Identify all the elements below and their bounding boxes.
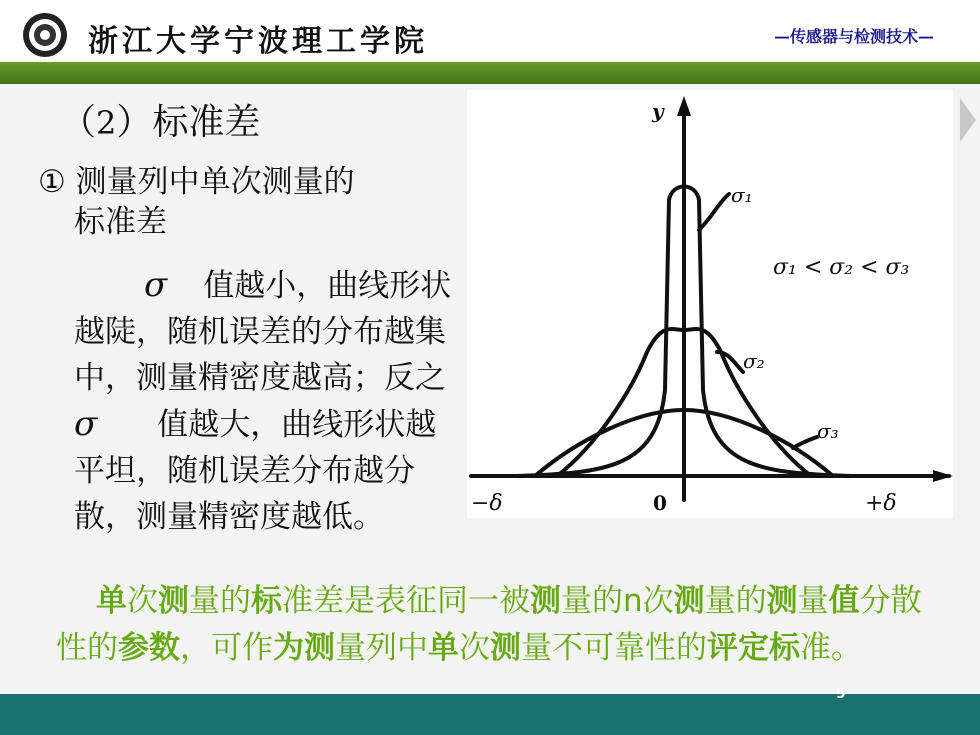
title-number: 2 — [96, 104, 117, 142]
summary-segment: 标 — [251, 583, 282, 619]
item-line2: 标准差 — [74, 204, 167, 240]
summary-segment: 测 — [490, 630, 521, 666]
summary-segment: 次 — [127, 583, 158, 619]
title-text: 标准差 — [152, 102, 261, 143]
summary-segment: 量 — [797, 583, 829, 619]
sigma3-pointer — [793, 437, 817, 448]
logo-box — [4, 4, 428, 62]
summary-segment: 准差是表征同一被 — [282, 583, 530, 619]
summary-segment: 准。 — [800, 630, 862, 666]
sigma-relation: σ₁ < σ₂ < σ₃ — [773, 255, 910, 280]
summary-segment: 单 — [428, 630, 459, 666]
summary-segment: 评定标 — [707, 630, 800, 666]
sigma1-label: σ₁ — [731, 183, 753, 207]
university-seal-icon — [22, 12, 68, 58]
slide-title — [60, 94, 260, 145]
sigma3-label: σ₃ — [817, 419, 839, 443]
summary-segment: 量的n次 — [561, 583, 674, 619]
summary-segment: 分散性的 — [56, 583, 922, 666]
summary-segment: 测 — [766, 583, 798, 619]
para-part2: 值越大，曲线形状越平坦，随机误差分布越分散，测量精密度越低。 — [74, 407, 437, 535]
header — [0, 0, 980, 62]
course-title: —传感器与检测技术— — [773, 27, 934, 46]
sigma-symbol-1: σ — [144, 265, 168, 305]
summary-segment: 值 — [828, 583, 860, 619]
summary-segment: 量列中 — [335, 630, 428, 666]
x-neg-label: −δ — [471, 491, 503, 516]
summary-segment: 量的 — [189, 583, 251, 619]
next-slide-arrow-icon[interactable] — [960, 98, 976, 142]
title-paren-open: （ — [60, 102, 97, 143]
sigma-symbol-2: σ — [74, 404, 98, 444]
summary-segment: 次 — [459, 630, 490, 666]
item-line1: ① 测量列中单次测量的 — [38, 164, 355, 200]
bullet-item — [38, 162, 458, 242]
explanation-paragraph — [74, 262, 464, 540]
y-axis-arrow-icon — [677, 96, 691, 116]
summary-segment: 测 — [530, 583, 561, 619]
page-number: 9 — [836, 686, 846, 702]
summary-segment: 测 — [158, 583, 189, 619]
summary-segment: 量不可靠性的 — [521, 630, 707, 666]
title-paren-close: ） — [116, 102, 153, 143]
para-part1: 值越小，曲线形状越陡，随机误差的分布越集中，测量精密度越高；反之 — [74, 268, 452, 396]
sigma1-pointer — [699, 194, 729, 230]
x-axis-arrow-icon — [933, 470, 953, 482]
summary-segments — [56, 583, 922, 666]
summary-segment: 测 — [673, 583, 705, 619]
summary-text — [56, 578, 936, 672]
sigma2-label: σ₂ — [743, 349, 765, 373]
x-zero-label: 0 — [653, 491, 667, 515]
summary-segment: 参数 — [118, 630, 180, 666]
footer-bar — [0, 694, 980, 735]
distribution-curves — [467, 90, 953, 518]
x-pos-label: +δ — [865, 491, 897, 516]
summary-segment: 单 — [96, 583, 127, 619]
normal-distribution-figure — [467, 90, 953, 518]
school-name: 浙江大学宁波理工学院 — [88, 24, 428, 59]
summary-segment: 为测 — [273, 630, 335, 666]
header-green-bar — [0, 62, 980, 84]
summary-segment: ，可作 — [180, 630, 273, 666]
summary-segment: 量的 — [704, 583, 767, 619]
y-axis-label: y — [652, 99, 664, 123]
